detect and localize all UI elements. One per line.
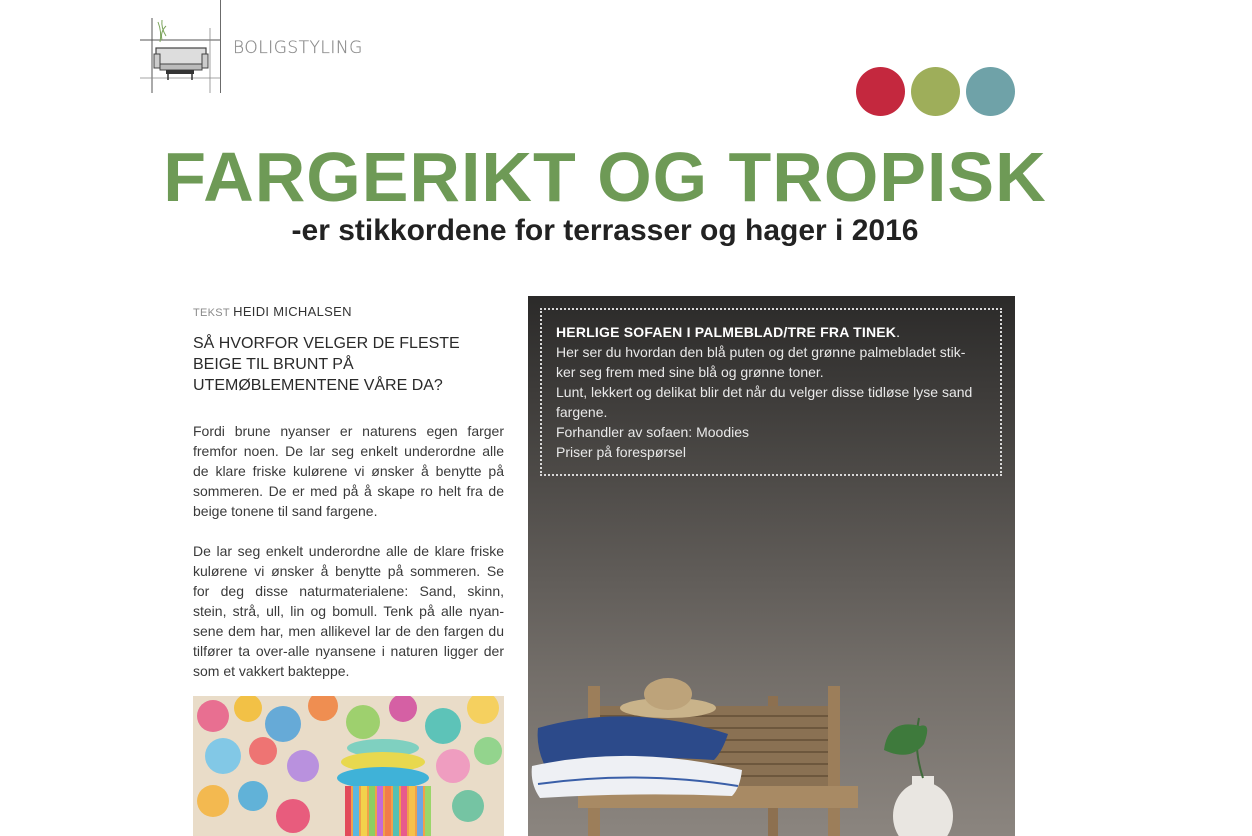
- body-paragraph-1: Fordi brune nyanser er naturens egen farger fremfor noen. De lar seg enkelt underordne alle de klare friske kulørene vi ønsker å benytte på sommeren. De er med på å skape ro helt fra de beige tonene til sand fargene.: [193, 423, 504, 519]
- article-title: FARGERIKT OG TROPISK: [163, 138, 1047, 216]
- caption-title: HERLIGE SOFAEN I PALMEBLAD/TRE FRA TINEK: [556, 324, 897, 340]
- caption-line: Forhandler av sofaen: Moodies: [556, 424, 749, 440]
- byline-author: HEIDI MICHALSEN: [233, 304, 352, 319]
- caption-line: fargene.: [556, 404, 608, 420]
- photo-caption: HERLIGE SOFAEN I PALMEBLAD/TRE FRA TINEK. Her ser du hvordan den blå puten og det grønne palmebladet stik- ker seg frem med sine blå og grønne toner. Lunt, lekkert og delikat blir det når du velger disse tidløse lyse sand fargene. Forhandler av sofaen: Moodies Priser på forespørsel: [540, 308, 1002, 476]
- section-label: BOLIGSTYLING: [233, 38, 363, 58]
- byline-label: TEKST: [193, 307, 230, 319]
- caption-line: ker seg frem med sine blå og grønne toner.: [556, 364, 824, 380]
- caption-line: Lunt, lekkert og delikat blir det når du velger disse tidløse lyse sand: [556, 384, 973, 400]
- color-dot-red: [856, 67, 905, 116]
- sofa-sketch-icon: [140, 18, 220, 93]
- caption-line: Priser på forespørsel: [556, 444, 686, 460]
- lead-question: SÅ HVORFOR VELGER DE FLESTE BEIGE TIL BRUNT PÅ UTEMØBLEMENTENE VÅRE DA?: [193, 335, 460, 394]
- body-paragraph-2: De lar seg enkelt underordne alle de klare friske kulørene vi ønsker å benytte på sommeren. Se for deg disse naturmaterialene: Sand, skinn, stein, strå, ull, lin og bomull. Tenk på alle nyan-sene dem har, men allikevel lar de den fargen du tilfører ta over-alle nyansene i naturen ligger der som et vakkert bakteppe.: [193, 543, 504, 679]
- color-dot-green: [911, 67, 960, 116]
- floral-cushion-photo: [193, 696, 504, 836]
- header-divider: [220, 0, 221, 93]
- byline: [193, 304, 352, 319]
- color-dot-teal: [966, 67, 1015, 116]
- article-subtitle: -er stikkordene for terrasser og hager i 2016: [291, 214, 919, 247]
- caption-line: Her ser du hvordan den blå puten og det grønne palmebladet stik-: [556, 344, 966, 360]
- color-dots: [856, 67, 1015, 116]
